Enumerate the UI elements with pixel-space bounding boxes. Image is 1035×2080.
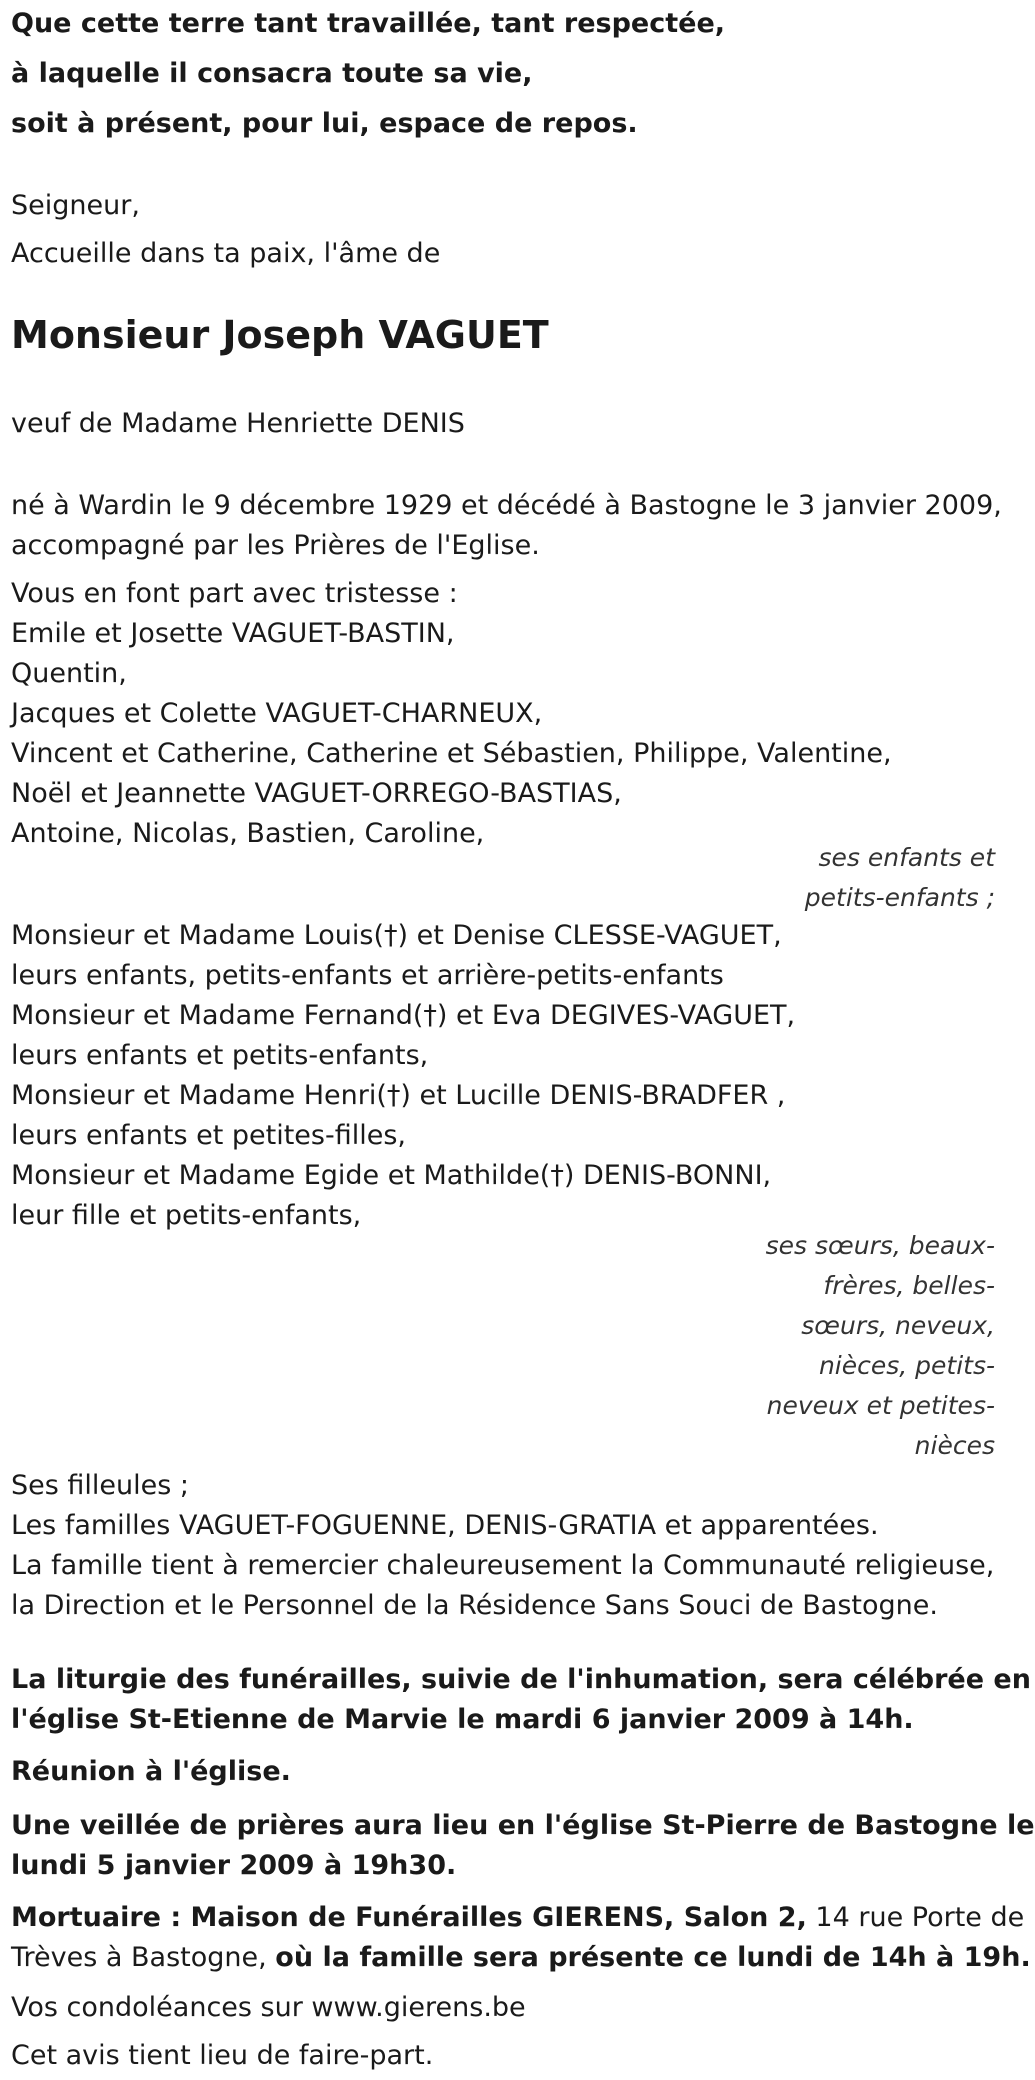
closing-line: Cet avis tient lieu de faire-part. <box>11 2040 434 2071</box>
siblings-relation: frères, belles- <box>823 1271 995 1300</box>
siblings-line: leurs enfants et petites-filles, <box>11 1120 406 1151</box>
siblings-line: Monsieur et Madame Louis(†) et Denise CLESSE-VAGUET, <box>11 920 782 951</box>
funeral-line-1: La liturgie des funérailles, suivie de l'inhumation, sera célébrée en <box>11 1664 1031 1695</box>
epitaph-line-2: à laquelle il consacra toute sa vie, <box>11 58 533 89</box>
birth-death-line-1: né à Wardin le 9 décembre 1929 et décédé à Bastogne le 3 janvier 2009, <box>11 490 1002 521</box>
siblings-line: leurs enfants, petits-enfants et arrière-petits-enfants <box>11 960 724 991</box>
epitaph-line-3: soit à présent, pour lui, espace de repos. <box>11 108 638 139</box>
siblings-relation: sœurs, neveux, <box>801 1311 995 1340</box>
children-line: Quentin, <box>11 658 127 689</box>
children-line: Vincent et Catherine, Catherine et Sébastien, Philippe, Valentine, <box>11 738 892 769</box>
others-line: la Direction et le Personnel de la Résidence Sans Souci de Bastogne. <box>11 1590 938 1621</box>
deceased-name: Monsieur Joseph VAGUET <box>11 313 549 357</box>
siblings-line: Monsieur et Madame Henri(†) et Lucille DENIS-BRADFER , <box>11 1080 786 1111</box>
children-relation: petits-enfants ; <box>804 883 995 912</box>
mortuary-line-2 <box>11 1938 1031 1978</box>
children-line: Noël et Jeannette VAGUET-ORREGO-BASTIAS, <box>11 778 622 809</box>
mortuary-address: 14 rue Porte de <box>806 1902 1025 1933</box>
children-line: Jacques et Colette VAGUET-CHARNEUX, <box>11 698 543 729</box>
widower-line: veuf de Madame Henriette DENIS <box>11 408 465 439</box>
others-line: Ses filleules ; <box>11 1470 189 1501</box>
siblings-line: leurs enfants et petits-enfants, <box>11 1040 429 1071</box>
birth-death-line-2: accompagné par les Prières de l'Eglise. <box>11 530 540 561</box>
meeting-line: Réunion à l'église. <box>11 1756 291 1787</box>
siblings-line: leur fille et petits-enfants, <box>11 1200 362 1231</box>
mortuary-line-1 <box>11 1898 1024 1938</box>
epitaph-line-1: Que cette terre tant travaillée, tant respectée, <box>11 8 726 39</box>
intro-line: Vous en font part avec tristesse : <box>11 578 458 609</box>
prayer-line-1: Seigneur, <box>11 190 140 221</box>
prayer-line-2: Accueille dans ta paix, l'âme de <box>11 238 441 269</box>
mortuary-hours: où la famille sera présente ce lundi de 14h à 19h. <box>275 1942 1031 1973</box>
siblings-line: Monsieur et Madame Egide et Mathilde(†) DENIS-BONNI, <box>11 1160 772 1191</box>
siblings-relation: ses sœurs, beaux- <box>765 1231 995 1260</box>
children-line: Antoine, Nicolas, Bastien, Caroline, <box>11 818 485 849</box>
vigil-line-1: Une veillée de prières aura lieu en l'église St-Pierre de Bastogne le <box>11 1810 1035 1841</box>
siblings-relation: nièces <box>914 1431 995 1460</box>
siblings-line: Monsieur et Madame Fernand(†) et Eva DEGIVES-VAGUET, <box>11 1000 796 1031</box>
others-line: Les familles VAGUET-FOGUENNE, DENIS-GRATIA et apparentées. <box>11 1510 879 1541</box>
children-relation: ses enfants et <box>818 843 995 872</box>
others-line: La famille tient à remercier chaleureusement la Communauté religieuse, <box>11 1550 995 1581</box>
condolences-line: Vos condoléances sur www.gierens.be <box>11 1992 526 2023</box>
mortuary-name: Mortuaire : Maison de Funérailles GIERENS, Salon 2, <box>11 1902 807 1933</box>
vigil-line-2: lundi 5 janvier 2009 à 19h30. <box>11 1850 457 1881</box>
funeral-line-2: l'église St-Etienne de Marvie le mardi 6 janvier 2009 à 14h. <box>11 1704 914 1735</box>
children-line: Emile et Josette VAGUET-BASTIN, <box>11 618 455 649</box>
siblings-relation: neveux et petites- <box>766 1391 995 1420</box>
siblings-relation: nièces, petits- <box>818 1351 995 1380</box>
mortuary-city: Trèves à Bastogne, <box>11 1942 276 1973</box>
